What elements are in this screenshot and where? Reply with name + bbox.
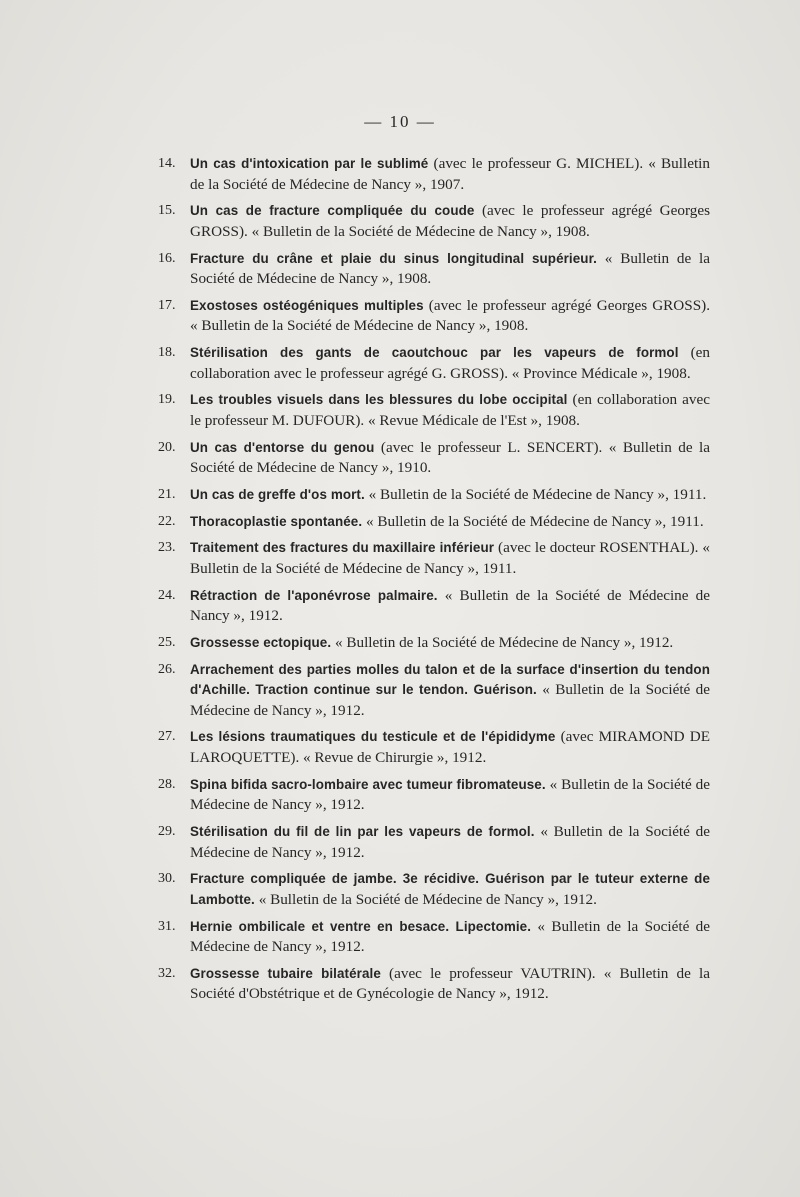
entry-title: Stérilisation du fil de lin par les vapeurs de formol.: [190, 824, 535, 840]
entry-title: Un cas de fracture compliquée du coude: [190, 203, 475, 219]
bibliography-entry: [158, 538, 710, 579]
entry-title: Grossesse tubaire bilatérale: [190, 965, 381, 981]
entry-citation: « Bulletin de la Société de Médecine de Nancy », 1912.: [190, 823, 710, 861]
bibliography-entry: [158, 390, 710, 431]
entry-number: 19.: [158, 392, 176, 408]
entry-citation: (avec le docteur ROSENTHAL). « Bulletin de la Société de Médecine de Nancy », 1911.: [190, 539, 710, 577]
bibliography-entry: [158, 727, 710, 768]
entry-citation: (en collaboration avec le professeur agrégé G. GROSS). « Province Médicale », 1908.: [190, 344, 710, 382]
entry-citation: « Bulletin de la Société de Médecine de Nancy », 1911.: [368, 485, 707, 503]
entry-number: 17.: [158, 297, 176, 313]
bibliography-entry: [158, 154, 710, 195]
entry-citation: (en collaboration avec le professeur M. DUFOUR). « Revue Médicale de l'Est », 1908.: [190, 391, 711, 429]
entry-number: 15.: [158, 203, 176, 219]
entry-citation: « Bulletin de la Société de Médecine de Nancy », 1911.: [365, 512, 704, 530]
entry-number: 16.: [158, 250, 176, 266]
bibliography-entry: [158, 660, 710, 722]
bibliography-entry: [158, 485, 710, 506]
entry-title: Un cas d'entorse du genou: [190, 439, 375, 455]
entry-citation: (avec le professeur agrégé Georges GROSS). « Bulletin de la Société de Médecine de Nancy », 1908.: [190, 202, 711, 240]
entry-number: 30.: [158, 871, 176, 887]
entry-title: Traitement des fractures du maxillaire inférieur: [190, 540, 495, 556]
entry-title: Les lésions traumatiques du testicule et de l'épididyme: [190, 729, 556, 745]
entry-number: 14.: [158, 156, 176, 171]
bibliography-entry: [158, 869, 710, 910]
entry-number: 28.: [158, 776, 176, 792]
bibliography-list: [158, 154, 710, 1011]
bibliography-entry: [158, 964, 710, 1005]
bibliography-entry: [158, 822, 710, 863]
entry-title: Un cas de greffe d'os mort.: [190, 486, 365, 502]
bibliography-entry: [158, 775, 710, 816]
entry-number: 21.: [158, 486, 176, 502]
bibliography-entry: [158, 343, 710, 384]
entry-citation: « Bulletin de la Société de Médecine de Nancy », 1912.: [258, 890, 597, 908]
entry-citation: « Bulletin de la Société de Médecine de Nancy », 1912.: [190, 775, 710, 814]
entry-title: Stérilisation des gants de caoutchouc par les vapeurs de formol: [190, 345, 679, 361]
entry-citation: « Bulletin de la Société de Médecine de Nancy », 1908.: [190, 249, 711, 288]
entry-title: Hernie ombilicale et ventre en besace. Lipectomie.: [190, 918, 532, 934]
entry-number: 23.: [158, 540, 176, 556]
entry-number: 18.: [158, 345, 176, 361]
entry-citation: « Bulletin de la Société de Médecine de Nancy », 1912.: [334, 633, 674, 651]
entry-citation: « Bulletin de la Société de Médecine de Nancy », 1912.: [190, 586, 711, 625]
bibliography-entry: [158, 296, 710, 337]
bibliography-entry: [158, 633, 710, 654]
entry-citation: (avec le professeur agrégé Georges GROSS). « Bulletin de la Société de Médecine de Nancy », 1908.: [190, 296, 711, 335]
entry-citation: (avec le professeur G. MICHEL). « Bulletin de la Société de Médecine de Nancy », 1907.: [190, 155, 710, 193]
bibliography-entry: [158, 438, 710, 479]
entry-title: Spina bifida sacro-lombaire avec tumeur fibromateuse.: [190, 776, 546, 792]
entry-title: Les troubles visuels dans les blessures du lobe occipital: [190, 392, 568, 408]
bibliography-entry: [158, 201, 710, 242]
entry-citation: (avec le professeur VAUTRIN). « Bulletin de la Société d'Obstétrique et de Gynécologie de Nancy », 1912.: [190, 964, 710, 1003]
entry-citation: (avec MIRAMOND DE LAROQUETTE). « Revue de Chirurgie », 1912.: [190, 728, 711, 767]
bibliography-entry: [158, 249, 710, 290]
bibliography-entry: [158, 512, 710, 533]
entry-citation: « Bulletin de la Société de Médecine de Nancy », 1912.: [190, 681, 710, 719]
entry-title: Fracture compliquée de jambe. 3e récidive. Guérison par le tuteur externe de Lambotte.: [190, 871, 710, 907]
page-number: — 10 —: [364, 112, 436, 131]
entry-number: 25.: [158, 634, 176, 650]
entry-title: Rétraction de l'aponévrose palmaire.: [190, 587, 438, 603]
entry-number: 27.: [158, 729, 176, 745]
entry-number: 22.: [158, 513, 176, 529]
bibliography-entry: [158, 586, 710, 627]
entry-number: 31.: [158, 918, 176, 934]
entry-number: 32.: [158, 965, 176, 981]
entry-title: Arrachement des parties molles du talon et de la surface d'insertion du tendon d'Achille. Traction continue sur le tendon. Guérison.: [190, 661, 710, 698]
entry-number: 20.: [158, 439, 176, 455]
entry-title: Thoracoplastie spontanée.: [190, 513, 363, 529]
entry-number: 29.: [158, 824, 176, 840]
entry-number: 26.: [158, 661, 176, 677]
entry-title: Fracture du crâne et plaie du sinus longitudinal supérieur.: [190, 250, 597, 266]
entry-title: Un cas d'intoxication par le sublimé: [190, 156, 429, 171]
bibliography-entry: [158, 917, 710, 958]
entry-number: 24.: [158, 587, 176, 603]
entry-title: Grossesse ectopique.: [190, 634, 332, 650]
entry-title: Exostoses ostéogéniques multiples: [190, 297, 424, 313]
entry-citation: « Bulletin de la Société de Médecine de Nancy », 1912.: [190, 917, 710, 956]
entry-citation: (avec le professeur L. SENCERT). « Bulletin de la Société de Médecine de Nancy », 1910.: [190, 438, 710, 477]
